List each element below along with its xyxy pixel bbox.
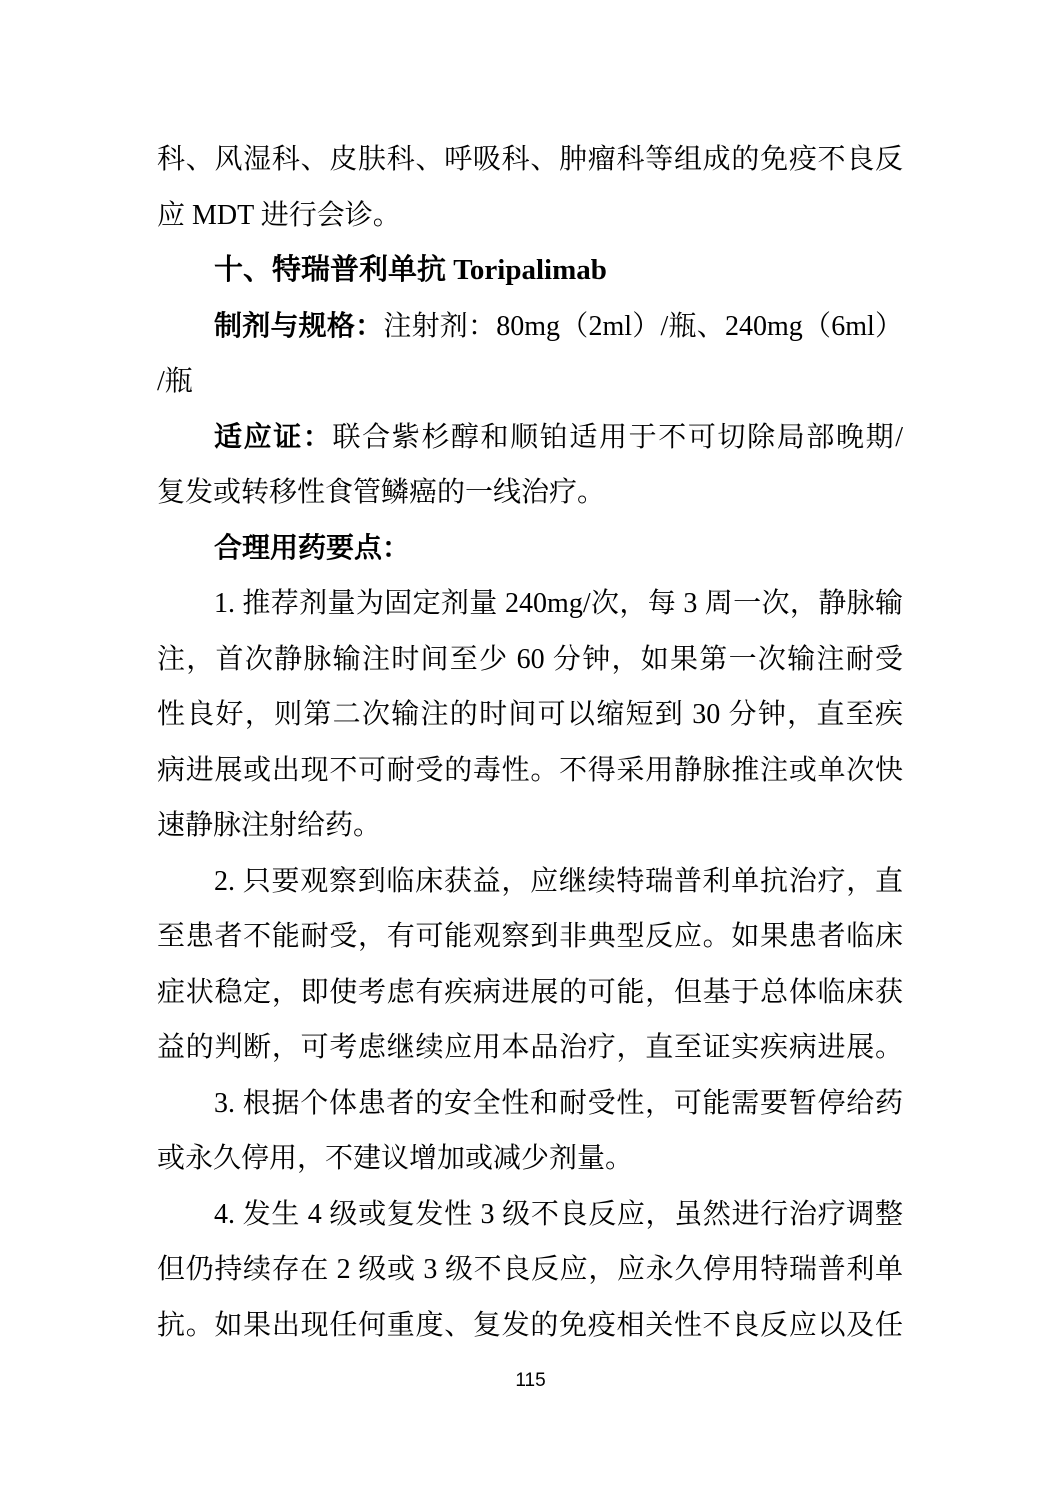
page-number: 115 bbox=[515, 1370, 546, 1391]
body-line bbox=[157, 854, 903, 910]
field-label: 制剂与规格： bbox=[214, 310, 384, 342]
body-line bbox=[157, 743, 903, 799]
body-text: 3. 根据个体患者的安全性和耐受性，可能需要暂停给药 bbox=[214, 1087, 903, 1119]
body-line bbox=[157, 576, 903, 632]
section-heading bbox=[157, 243, 903, 299]
body-text: 但仍持续存在 2 级或 3 级不良反应，应永久停用特瑞普利单 bbox=[157, 1254, 903, 1285]
body-line bbox=[157, 188, 903, 244]
body-text: 症状稳定，即使考虑有疾病进展的可能，但基于总体临床获 bbox=[157, 976, 903, 1008]
document-body bbox=[157, 132, 903, 1353]
body-text: 4. 发生 4 级或复发性 3 级不良反应，虽然进行治疗调整 bbox=[214, 1198, 903, 1230]
field-label: 适应证： bbox=[214, 421, 333, 453]
body-text: 注射剂：80mg（2ml）/瓶、240mg（6ml） bbox=[383, 310, 903, 342]
subsection-heading bbox=[157, 521, 903, 577]
body-text: 性良好，则第二次输注的时间可以缩短到 30 分钟，直至疾 bbox=[157, 699, 903, 730]
body-line bbox=[157, 1187, 903, 1243]
body-text: 病进展或出现不可耐受的毒性。不得采用静脉推注或单次快 bbox=[157, 754, 903, 786]
body-text: 应 MDT 进行会诊。 bbox=[157, 199, 401, 231]
body-text: 联合紫杉醇和顺铂适用于不可切除局部晚期/ bbox=[332, 421, 903, 453]
body-line bbox=[157, 1298, 903, 1354]
body-text: 1. 推荐剂量为固定剂量 240mg/次，每 3 周一次，静脉输 bbox=[214, 588, 903, 619]
body-text: 科、风湿科、皮肤科、呼吸科、肿瘤科等组成的免疫不良反 bbox=[157, 144, 903, 175]
body-text: 复发或转移性食管鳞癌的一线治疗。 bbox=[157, 477, 606, 508]
body-line bbox=[157, 965, 903, 1021]
body-text: 或永久停用，不建议增加或减少剂量。 bbox=[157, 1143, 634, 1174]
body-text: 2. 只要观察到临床获益，应继续特瑞普利单抗治疗，直 bbox=[214, 865, 903, 897]
body-line bbox=[157, 1242, 903, 1298]
body-line bbox=[157, 909, 903, 965]
body-text: 至患者不能耐受，有可能观察到非典型反应。如果患者临床 bbox=[157, 921, 903, 952]
body-line bbox=[157, 410, 903, 466]
body-text: 速静脉注射给药。 bbox=[157, 810, 382, 841]
body-text: 抗。如果出现任何重度、复发的免疫相关性不良反应以及任 bbox=[157, 1309, 903, 1341]
body-text: 益的判断，可考虑继续应用本品治疗，直至证实疾病进展。 bbox=[157, 1032, 903, 1063]
body-line bbox=[157, 299, 903, 355]
body-text: 注，首次静脉输注时间至少 60 分钟，如果第一次输注耐受 bbox=[157, 643, 903, 675]
subsection-heading-text: 合理用药要点： bbox=[214, 532, 411, 564]
body-line bbox=[157, 1131, 903, 1187]
body-text: /瓶 bbox=[157, 366, 193, 397]
body-line bbox=[157, 798, 903, 854]
section-heading-text: 十、特瑞普利单抗 Toripalimab bbox=[214, 254, 607, 286]
body-line bbox=[157, 132, 903, 188]
body-line bbox=[157, 687, 903, 743]
body-line bbox=[157, 465, 903, 521]
body-line bbox=[157, 354, 903, 410]
body-line bbox=[157, 1076, 903, 1132]
body-line bbox=[157, 632, 903, 688]
body-line bbox=[157, 1020, 903, 1076]
